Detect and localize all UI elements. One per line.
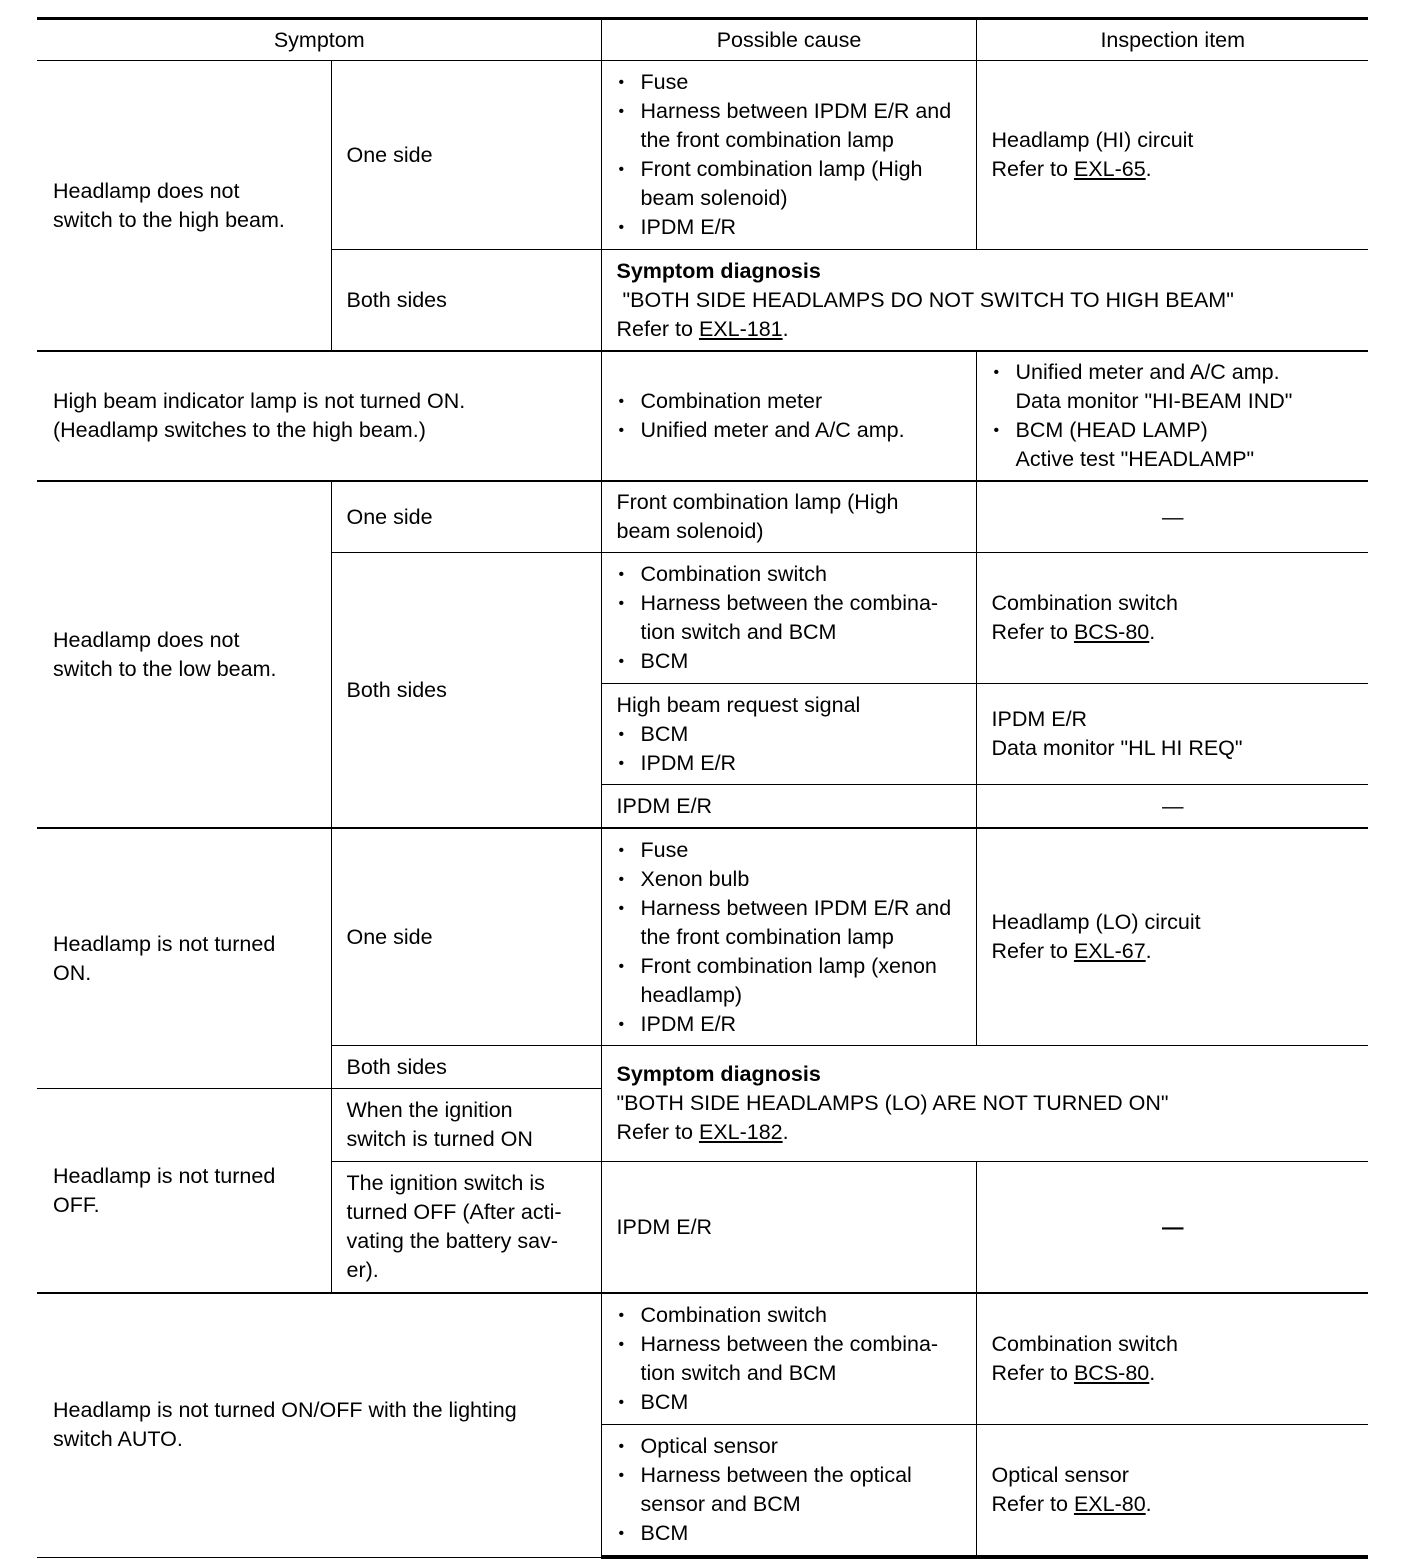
table-row (37, 61, 1368, 250)
symptom-cell: Headlamp does not switch to the low beam. (37, 481, 331, 828)
list-item: • Unified meter and A/C amp. Data monitor "HI-BEAM IND" (992, 358, 1355, 416)
cause-cell (601, 828, 976, 1046)
reference-link[interactable]: EXL-80 (1073, 1492, 1146, 1516)
list-item: • Harness between IPDM E/R and the front combination lamp (617, 894, 962, 952)
table-row (37, 828, 1368, 1046)
reference-link[interactable]: EXL-65 (1073, 157, 1146, 181)
list-item: • Harness between the combina-tion switch and BCM (617, 589, 962, 647)
list-item: • IPDM E/R (617, 213, 962, 242)
list-item: • Fuse (617, 68, 962, 97)
diagnosis-cell: Symptom diagnosis "BOTH SIDE HEADLAMPS DO NOT SWITCH TO HIGH BEAM" Refer to EXL-181. (601, 250, 1368, 352)
list-item: • BCM (HEAD LAMP) Active test "HEADLAMP" (992, 416, 1355, 474)
inspection-cell: Combination switch Refer to BCS-80. (976, 1293, 1368, 1425)
cause-cell (601, 553, 976, 684)
diagnosis-cell: Symptom diagnosis "BOTH SIDE HEADLAMPS (LO) ARE NOT TURNED ON" Refer to EXL-182. (601, 1046, 1368, 1162)
reference-link[interactable]: BCS-80 (1073, 620, 1150, 644)
list-item: • BCM (617, 1388, 962, 1417)
side-cell: Both sides (331, 250, 601, 352)
cause-cell (601, 1293, 976, 1425)
reference-link[interactable]: EXL-181 (698, 316, 783, 341)
list-item: • BCM (617, 647, 962, 676)
side-cell: One side (331, 828, 601, 1046)
cause-cell (601, 1425, 976, 1558)
header-row (37, 19, 1368, 61)
table-row (37, 481, 1368, 553)
side-cell: One side (331, 481, 601, 553)
symptom-cell: Headlamp is not turned ON/OFF with the lighting switch AUTO. (37, 1293, 601, 1557)
symptom-cell: Headlamp does not switch to the high beam. (37, 61, 331, 352)
list-item: • Optical sensor (617, 1432, 962, 1461)
inspection-cell (976, 351, 1368, 481)
inspection-cell: — (976, 1162, 1368, 1294)
cause-cell: Front combination lamp (High beam solenoid) (601, 481, 976, 553)
inspection-cell: — (976, 785, 1368, 829)
reference-link[interactable]: EXL-67 (1073, 939, 1146, 963)
list-item: • Combination switch (617, 560, 962, 589)
cause-cell: IPDM E/R (601, 785, 976, 829)
list-item: • BCM (617, 1519, 962, 1548)
inspection-cell: Optical sensor Refer to EXL-80. (976, 1425, 1368, 1558)
table-row (37, 351, 1368, 481)
list-item: • Front combination lamp (xenon headlamp) (617, 952, 962, 1010)
inspection-cell: Headlamp (LO) circuit Refer to EXL-67. (976, 828, 1368, 1046)
symptom-cell: Headlamp is not turned OFF. (37, 1089, 331, 1294)
cause-cell (601, 351, 976, 481)
header-symptom: Symptom (37, 19, 601, 61)
inspection-cell: IPDM E/R Data monitor "HL HI REQ" (976, 684, 1368, 785)
list-item: • Xenon bulb (617, 865, 962, 894)
side-cell: Both sides (331, 553, 601, 829)
symptom-cell: Headlamp is not turned ON. (37, 828, 331, 1089)
side-cell: Both sides (331, 1046, 601, 1089)
symptom-cell: High beam indicator lamp is not turned ON. (Headlamp switches to the high beam.) (37, 351, 601, 481)
header-inspection-item: Inspection item (976, 19, 1368, 61)
diagnosis-title: Symptom diagnosis (616, 258, 821, 283)
table-row (37, 1293, 1368, 1425)
list-item: • Fuse (617, 836, 962, 865)
inspection-cell: — (976, 481, 1368, 553)
cause-cell: High beam request signal • BCM • IPDM E/R (601, 684, 976, 785)
condition-cell: When the ignition switch is turned ON (331, 1089, 601, 1162)
reference-link[interactable]: BCS-80 (1073, 1361, 1150, 1385)
cause-cell (601, 61, 976, 250)
symptom-table (37, 17, 1368, 1559)
inspection-cell: Headlamp (HI) circuit Refer to EXL-65. (976, 61, 1368, 250)
list-item: • Harness between IPDM E/R and the front combination lamp (617, 97, 962, 155)
list-item: • IPDM E/R (617, 1010, 962, 1039)
list-item: • Unified meter and A/C amp. (617, 416, 962, 445)
list-item: • BCM (617, 720, 962, 749)
cause-cell: IPDM E/R (601, 1162, 976, 1294)
condition-cell: The ignition switch is turned OFF (After acti- vating the battery sav- er). (331, 1162, 601, 1294)
list-item: • Harness between the combina-tion switch and BCM (617, 1330, 962, 1388)
list-item: • Harness between the optical sensor and BCM (617, 1461, 962, 1519)
header-possible-cause: Possible cause (601, 19, 976, 61)
reference-link[interactable]: EXL-182 (698, 1120, 783, 1144)
list-item: • Front combination lamp (High beam solenoid) (617, 155, 962, 213)
diagnosis-table-page (37, 17, 1368, 1559)
inspection-cell: Combination switch Refer to BCS-80. (976, 553, 1368, 684)
list-item: • Combination switch (617, 1301, 962, 1330)
list-item: • IPDM E/R (617, 749, 962, 778)
side-cell: One side (331, 61, 601, 250)
list-item: • Combination meter (617, 387, 962, 416)
diagnosis-title: Symptom diagnosis (616, 1062, 821, 1086)
